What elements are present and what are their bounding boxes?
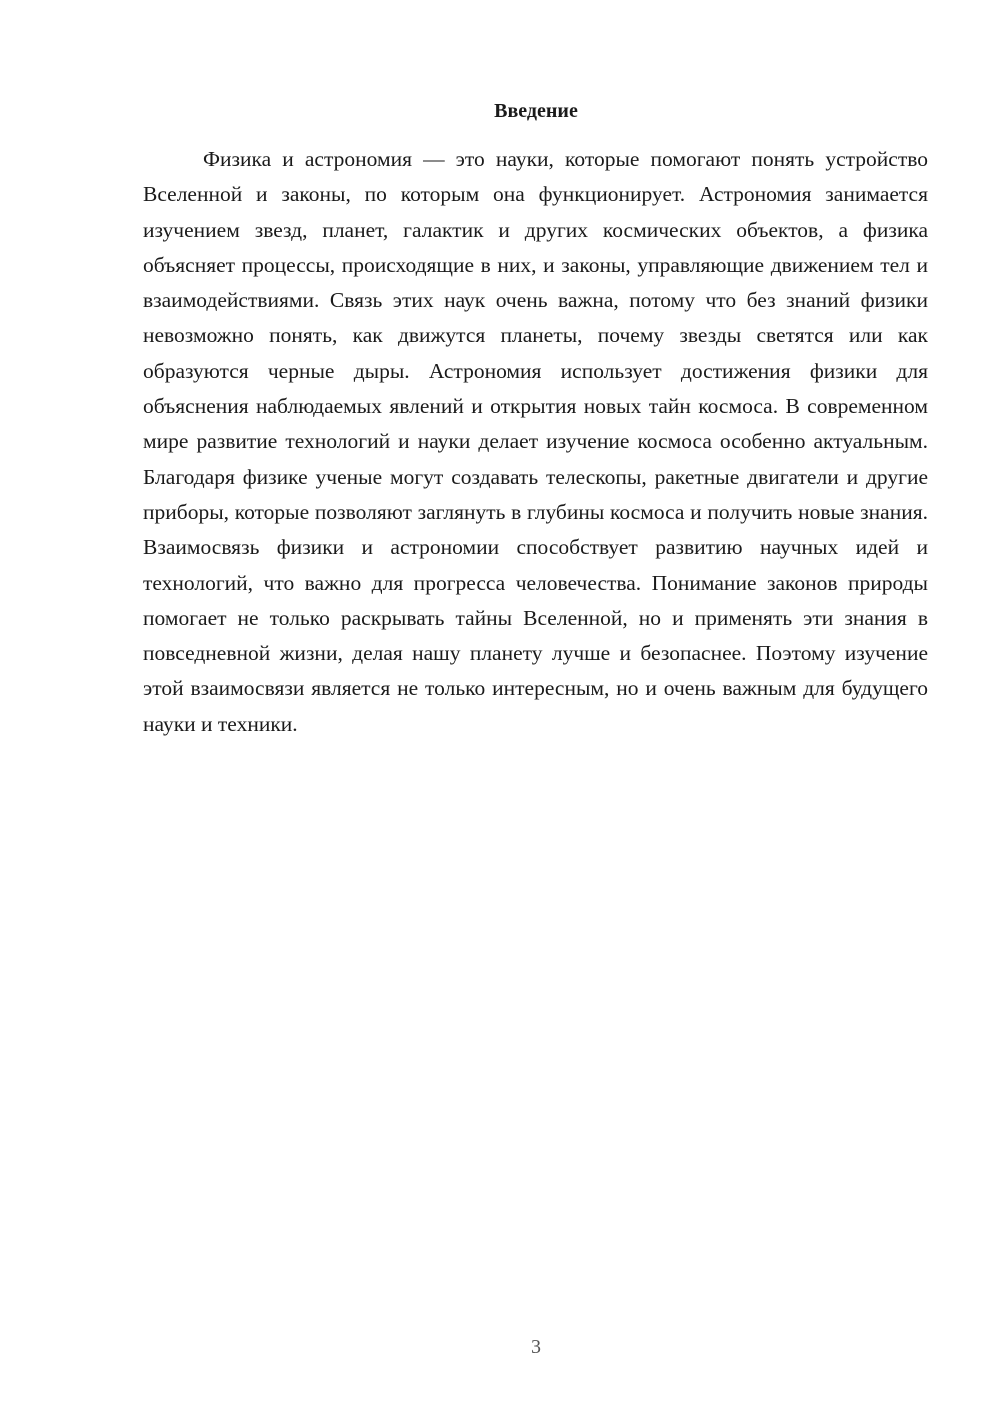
page-number: 3: [531, 1336, 541, 1358]
section-heading: Введение: [494, 100, 578, 122]
introduction-paragraph: Физика и астрономия — это науки, которые помогают понять устройство Вселенной и законы, по которым она функционирует. Астрономия занимается изучением звезд, планет, галактик и других космических объектов, а физика объясняет процессы, происходящие в них, и законы, управляющие движением тел и взаимодействиями. Связь этих наук очень важна, потому что без знаний физики невозможно понять, как движутся планеты, почему звезды светятся или как образуются черные дыры. Астрономия использует достижения физики для объяснения наблюдаемых явлений и открытия новых тайн космоса. В современном мире развитие технологий и науки делает изучение космоса особенно актуальным. Благодаря физике ученые могут создавать телескопы, ракетные двигатели и другие приборы, которые позволяют заглянуть в глубины космоса и получить новые знания. Взаимосвязь физики и астрономии способствует развитию научных идей и технологий, что важно для прогресса человечества. Понимание законов природы помогает не только раскрывать тайны Вселенной, но и применять эти знания в повседневной жизни, делая нашу планету лучше и безопаснее. Поэтому изучение этой взаимосвязи является не только интересным, но и очень важным для будущего науки и техники.: [143, 147, 928, 736]
